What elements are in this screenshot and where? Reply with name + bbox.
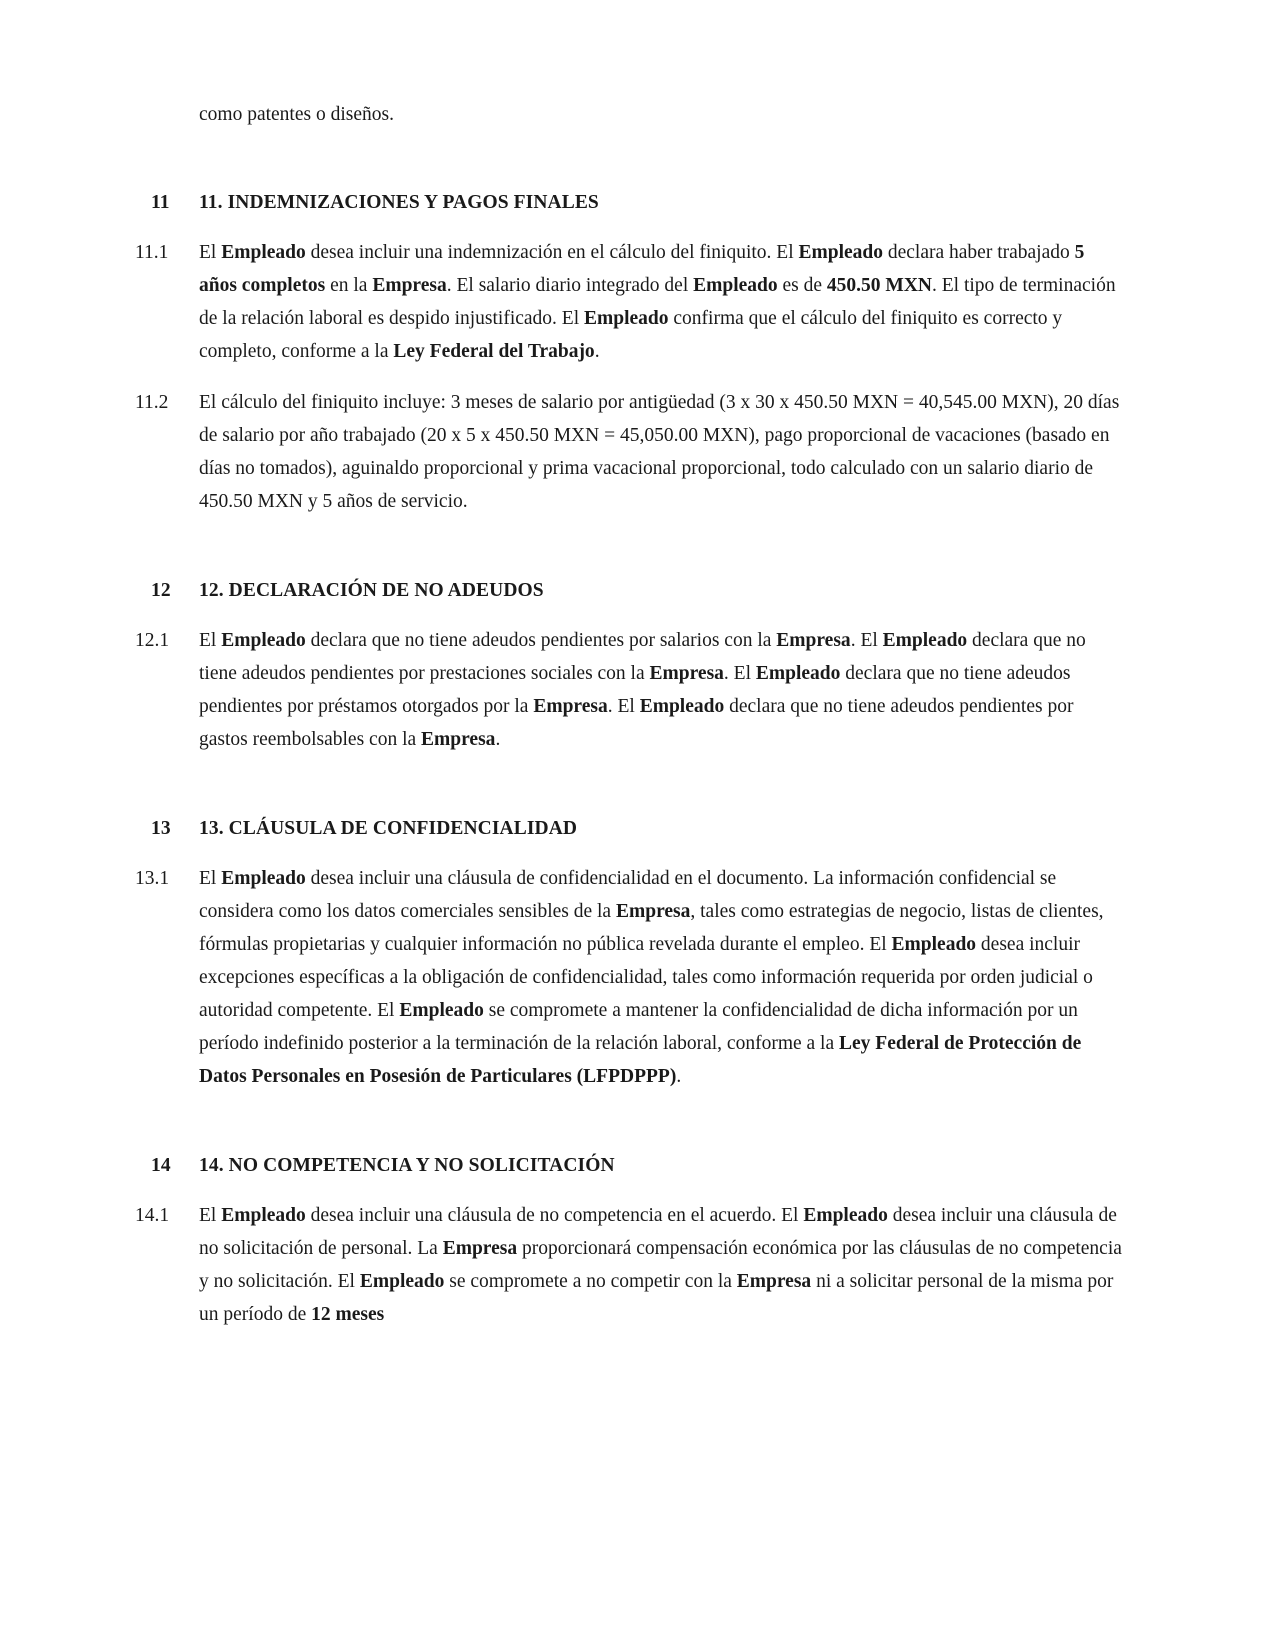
section-title: 14. NO COMPETENCIA Y NO SOLICITACIÓN	[199, 1155, 615, 1176]
sections-container	[135, 188, 1125, 1331]
section-title: 11. INDEMNIZACIONES Y PAGOS FINALES	[199, 192, 599, 213]
section-number: 13	[151, 818, 171, 839]
section-number: 11	[151, 192, 170, 213]
clause-number: 14.1	[135, 1205, 170, 1226]
clause	[135, 236, 1125, 368]
section-title: 13. CLÁUSULA DE CONFIDENCIALIDAD	[199, 818, 578, 839]
clause-number: 13.1	[135, 868, 170, 889]
clause-text: El Empleado declara que no tiene adeudos pendientes por salarios con la Empresa. El Empleado declara que no tiene adeudos pendientes por prestaciones sociales con la Empresa. El Empleado declara que no tiene adeudos pendientes por préstamos otorgados por la Empresa. El Empleado declara que no tiene adeudos pendientes por gastos reembolsables con la Empresa.	[199, 630, 1086, 750]
clause-text: El Empleado desea incluir una cláusula de confidencialidad en el documento. La información confidencial se considera como los datos comerciales sensibles de la Empresa, tales como estrategias de negocio, listas de clientes, fórmulas propietarias y cualquier información no pública revelada durante el empleo. El Empleado desea incluir excepciones específicas a la obligación de confidencialidad, tales como información requerida por orden judicial o autoridad competente. El Empleado se compromete a mantener la confidencialidad de dicha información por un período indefinido posterior a la terminación de la relación laboral, conforme a la Ley Federal de Protección de Datos Personales en Posesión de Particulares (LFPDPPP).	[199, 868, 1104, 1087]
clause	[135, 1199, 1125, 1331]
section-heading	[135, 1151, 1125, 1181]
clause	[135, 386, 1125, 518]
section-title: 12. DECLARACIÓN DE NO ADEUDOS	[199, 580, 544, 601]
clause-text: El cálculo del finiquito incluye: 3 meses de salario por antigüedad (3 x 30 x 450.50 MXN = 40,545.00 MXN), 20 días de salario por año trabajado (20 x 5 x 450.50 MXN = 45,050.00 MXN), pago proporcional de vacaciones (basado en días no tomados), aguinaldo proporcional y prima vacacional proporcional, todo calculado con un salario diario de 450.50 MXN y 5 años de servicio.	[199, 392, 1120, 512]
section-number: 14	[151, 1155, 171, 1176]
clause-text: El Empleado desea incluir una indemnización en el cálculo del finiquito. El Empleado declara haber trabajado 5 años completos en la Empresa. El salario diario integrado del Empleado es de 450.50 MXN. El tipo de terminación de la relación laboral es despido injustificado. El Empleado confirma que el cálculo del finiquito es correcto y completo, conforme a la Ley Federal del Trabajo.	[199, 242, 1116, 362]
clause-number: 11.1	[135, 242, 169, 263]
document-section	[135, 188, 1125, 518]
section-heading	[135, 576, 1125, 606]
document-section	[135, 576, 1125, 756]
clause-number: 12.1	[135, 630, 170, 651]
section-heading	[135, 814, 1125, 844]
document-section	[135, 814, 1125, 1093]
section-heading	[135, 188, 1125, 218]
clause	[135, 862, 1125, 1093]
section-number: 12	[151, 580, 171, 601]
clause	[135, 624, 1125, 756]
document-section	[135, 1151, 1125, 1331]
continuation-paragraph: como patentes o diseños.	[199, 104, 394, 125]
clause-text: El Empleado desea incluir una cláusula de no competencia en el acuerdo. El Empleado desea incluir una cláusula de no solicitación de personal. La Empresa proporcionará compensación económica por las cláusulas de no competencia y no solicitación. El Empleado se compromete a no competir con la Empresa ni a solicitar personal de la misma por un período de 12 meses	[199, 1205, 1122, 1325]
clause-number: 11.2	[135, 392, 169, 413]
